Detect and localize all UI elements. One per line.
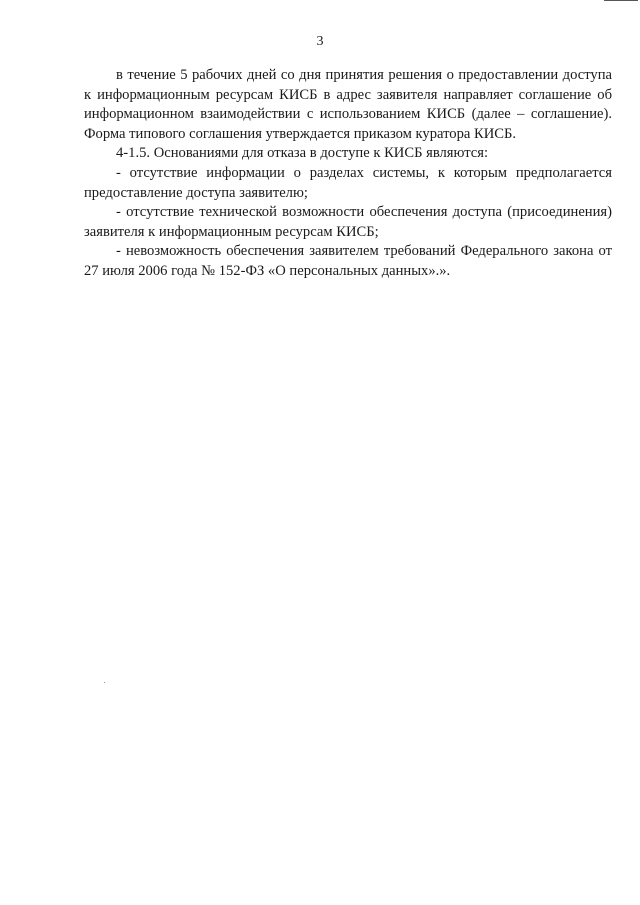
paragraph-refusal-grounds-heading: 4-1.5. Основаниями для отказа в доступе к КИСБ являются: (116, 145, 489, 162)
list-item-no-section-info: - отсутствие информации о разделах системы, к которым предполагается предоставление доступа заявителю; (84, 164, 612, 201)
scan-edge-mark (604, 0, 638, 1)
list-item-personal-data-law: - невозможность обеспечения заявителем требований Федерального закона от 27 июля 2006 года № 152-ФЗ «О персональных данных».». (84, 243, 612, 279)
list-item-no-technical-possibility: - отсутствие технической возможности обеспечения доступа (присоединения) заявителя к информационным ресурсам КИСБ; (84, 204, 612, 240)
scan-speck (104, 682, 105, 683)
page-number: 3 (316, 34, 324, 49)
paragraph-agreement: в течение 5 рабочих дней со дня принятия решения о предоставлении доступа к информационным ресурсам КИСБ в адрес заявителя направляет соглашение об информационном взаимодействии с использованием КИСБ (далее – соглашение). Форма типового соглашения утверждается приказом куратора КИСБ. (84, 67, 612, 142)
document-body (84, 66, 612, 282)
